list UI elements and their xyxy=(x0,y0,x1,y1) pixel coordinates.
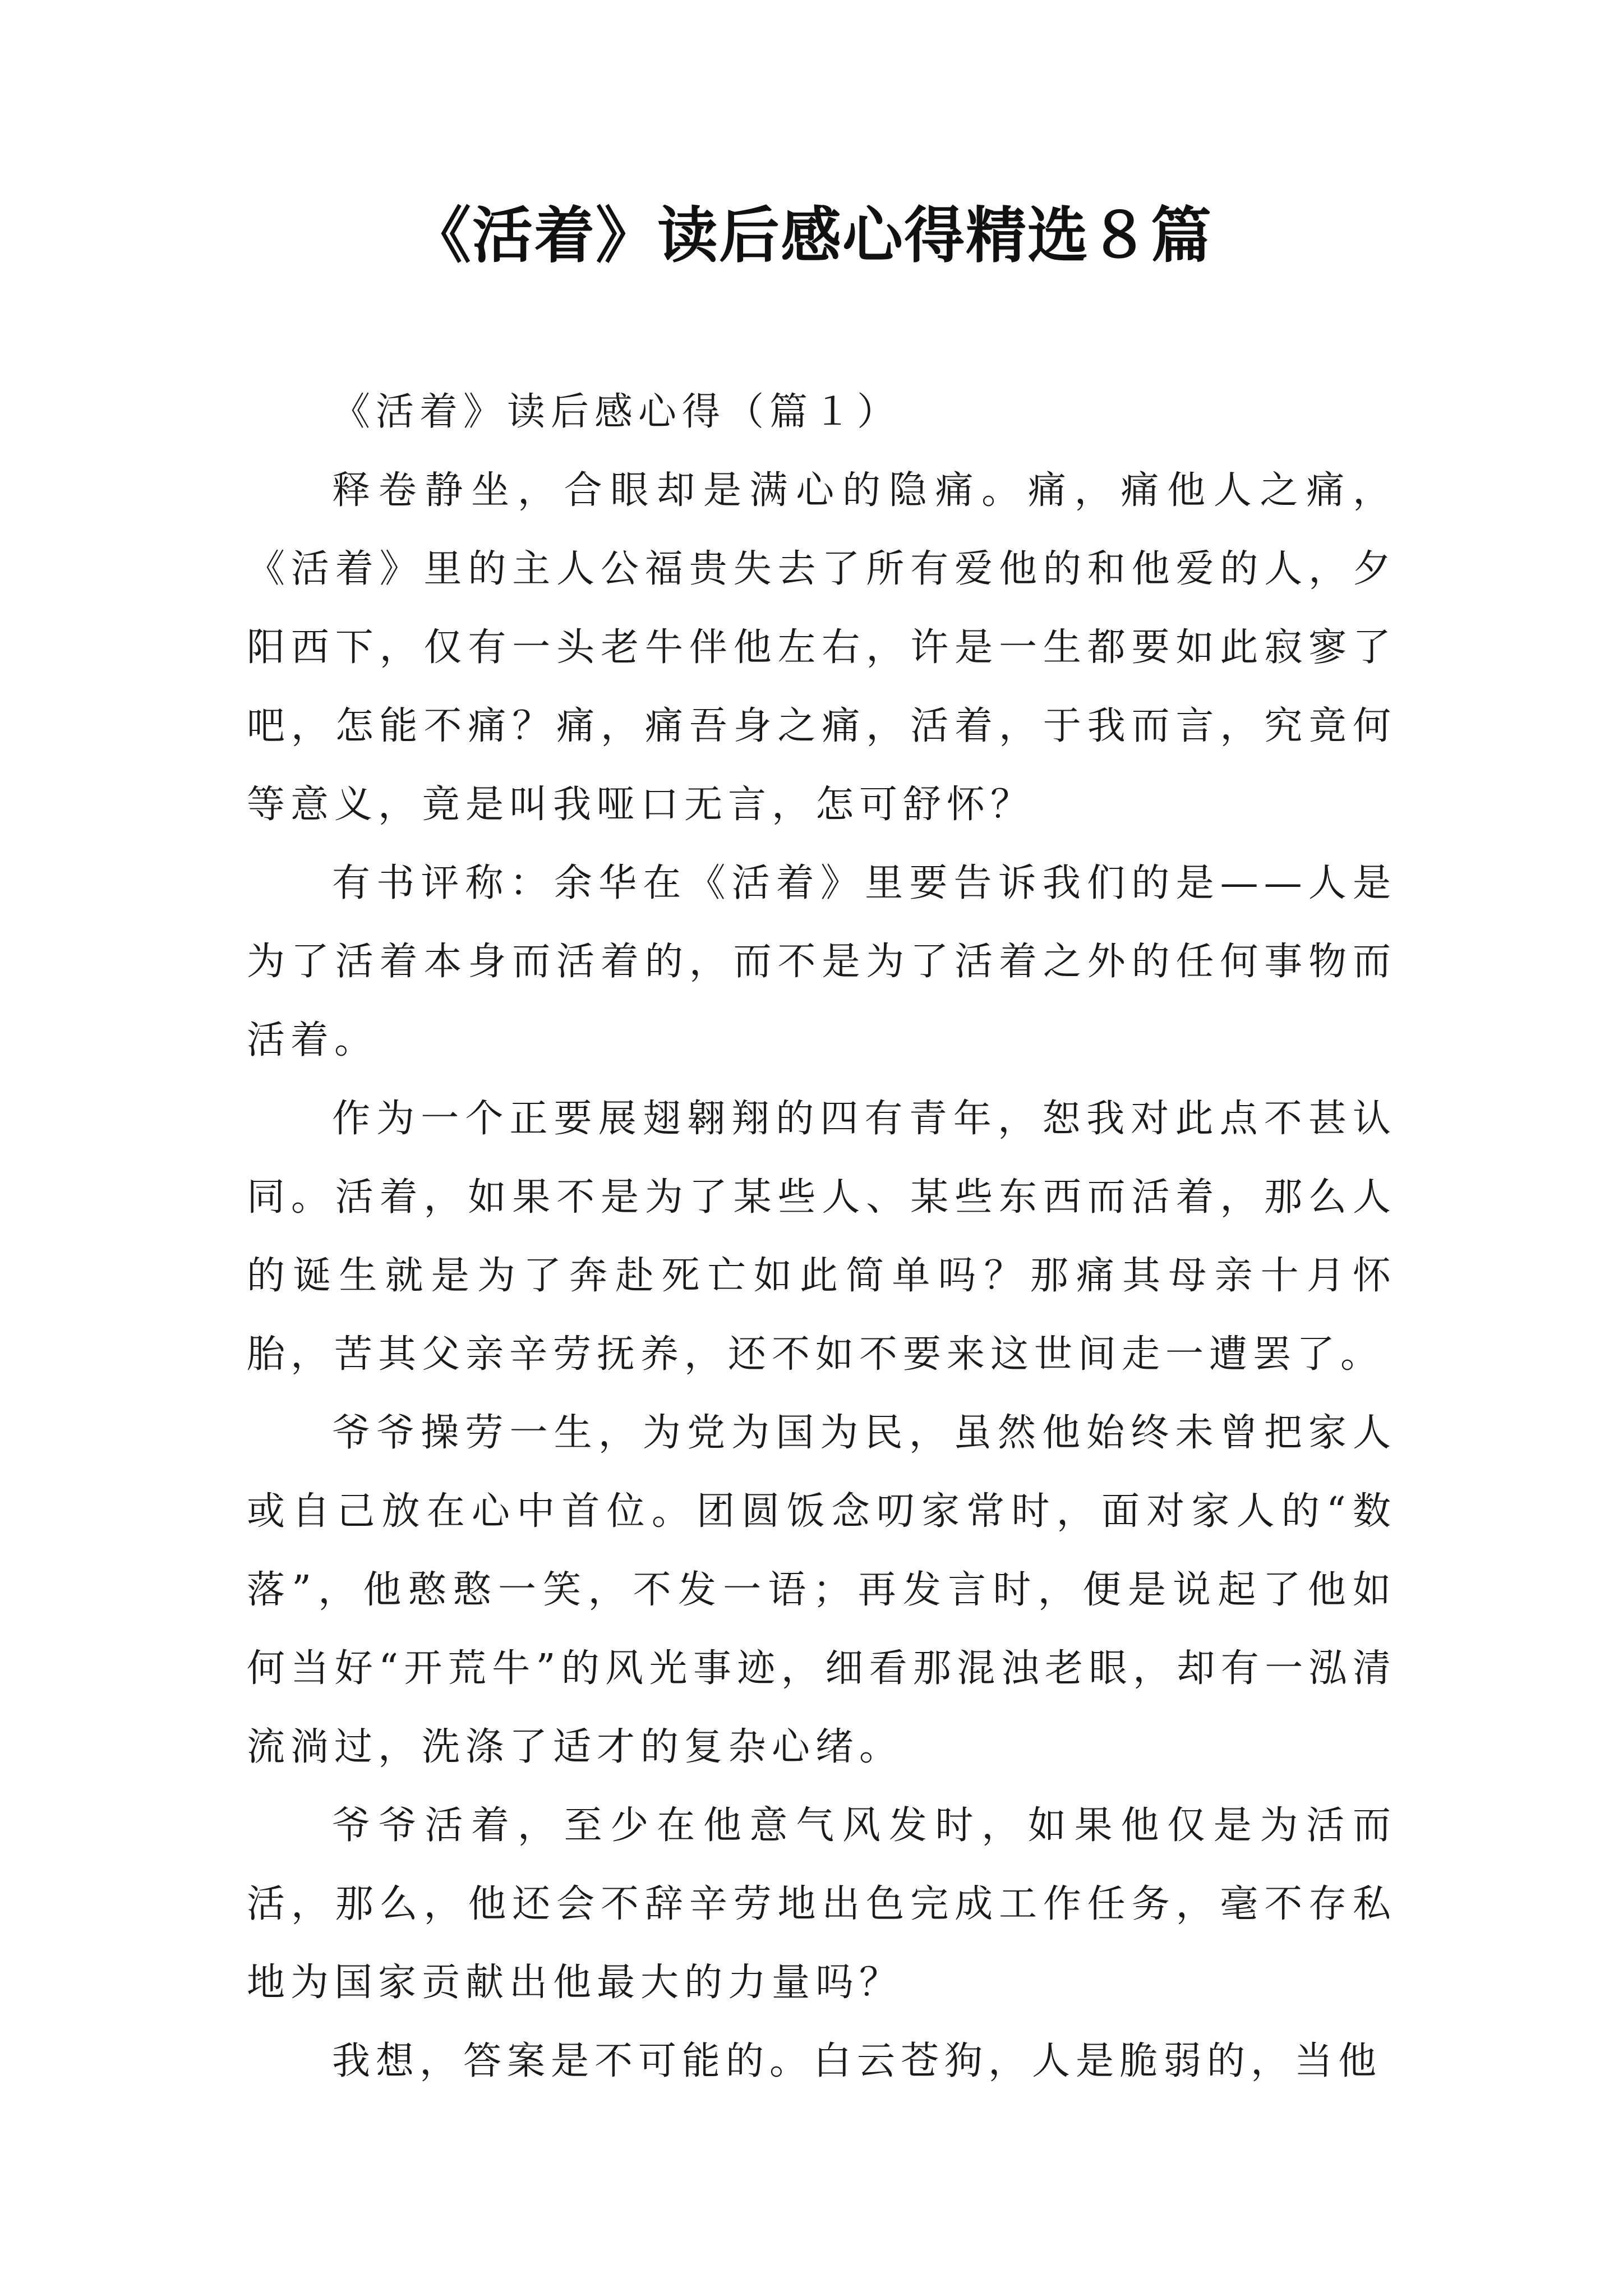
paragraph: 我想，答案是不可能的。白云苍狗，人是脆弱的，当他 xyxy=(332,2039,1382,2083)
document-body xyxy=(247,373,1396,2101)
paragraph: 爷爷活着，至少在他意气风发时，如果他仅是为活而活，那么，他还会不辞辛劳地出色完成工作任务，毫不存私地为国家贡献出他最大的力量吗？ xyxy=(247,1803,1396,2005)
paragraph: 释卷静坐，合眼却是满心的隐痛。痛，痛他人之痛，《活着》里的主人公福贵失去了所有爱他的和他爱的人，夕阳西下，仅有一头老牛伴他左右，许是一生都要如此寂寥了吧，怎能不痛？痛，痛吾身之痛，活着，于我而言，究竟何等意义，竟是叫我哑口无言，怎可舒怀？ xyxy=(247,468,1396,827)
paragraph: 作为一个正要展翅翱翔的四有青年，恕我对此点不甚认同。活着，如果不是为了某些人、某些东西而活着，那么人的诞生就是为了奔赴死亡如此简单吗？那痛其母亲十月怀胎，苦其父亲辛劳抚养，还不如不要来这世间走一遭罢了。 xyxy=(247,1097,1396,1377)
paragraph: 有书评称：余华在《活着》里要告诉我们的是——人是为了活着本身而活着的，而不是为了活着之外的任何事物而活着。 xyxy=(247,861,1396,1062)
paragraph: 爷爷操劳一生，为党为国为民，虽然他始终未曾把家人或自己放在心中首位。团圆饭念叨家常时，面对家人的“数落”，他憨憨一笑，不发一语；再发言时，便是说起了他如何当好“开荒牛”的风光事迹，细看那混浊老眼，却有一泓清流淌过，洗涤了适才的复杂心绪。 xyxy=(247,1411,1396,1769)
document-title: 《活着》读后感心得精选８篇 xyxy=(410,200,1212,271)
section-heading: 《活着》读后感心得（篇１） xyxy=(332,390,901,434)
